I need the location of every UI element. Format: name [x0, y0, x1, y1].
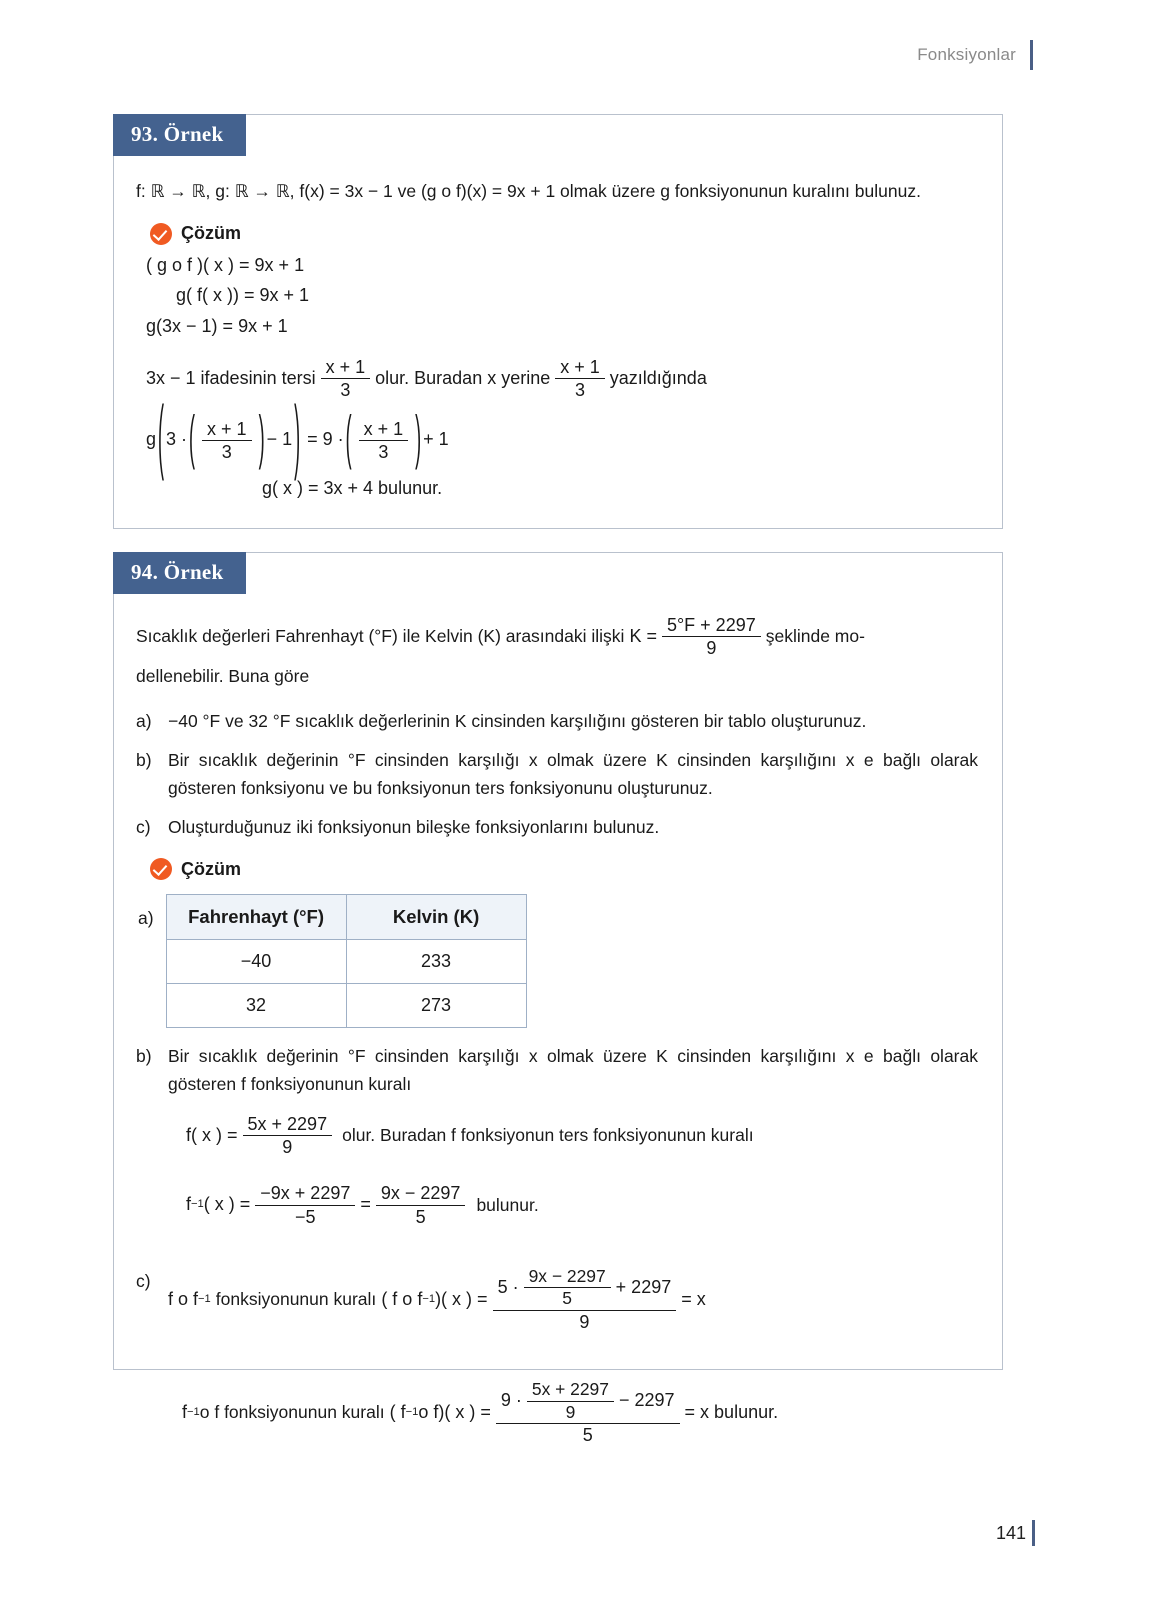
c1-outer-numerator — [493, 1267, 677, 1310]
example-93-body — [114, 115, 1002, 510]
equation-line-4 — [146, 357, 978, 400]
finv-frac2-denominator: 5 — [376, 1205, 466, 1227]
c1-expr-close: )( x ) = — [435, 1288, 488, 1309]
eq5-open-paren-right: ( — [345, 404, 352, 471]
fx-numerator: 5x + 2297 — [247, 1114, 328, 1135]
answer-c-line-1 — [168, 1267, 978, 1332]
eq3-rhs: 9x + 1 — [238, 315, 288, 336]
c1-expr-exponent: −1 — [422, 1292, 436, 1305]
table-row — [166, 983, 526, 1027]
finv-frac2-numerator: 9x − 2297 — [380, 1183, 461, 1204]
eq5-equals: = 9 · — [307, 429, 344, 450]
answer-c-body — [168, 1267, 978, 1446]
c2-text: o f fonksiyonunun kuralı — [199, 1402, 385, 1423]
eq5-open-paren-inner: ( — [189, 404, 196, 471]
equation-line-6-result: g( x ) = 3x + 4 bulunur. — [262, 477, 443, 498]
answer-b-finv-line — [186, 1183, 978, 1226]
fx-tail-text: olur. Buradan f fonksiyonun ters fonksiyonunun kuralı — [342, 1125, 754, 1146]
fx-denominator: 9 — [243, 1135, 333, 1157]
finv-frac1-denominator: −5 — [255, 1205, 355, 1227]
answer-b-wrapper — [136, 1042, 978, 1227]
answer-a-wrapper — [138, 894, 978, 1028]
question-a-label: a) — [136, 710, 152, 731]
example-93-math — [142, 255, 978, 500]
c2-prefix-f: f — [182, 1401, 188, 1422]
intro-text-2: şeklinde mo- — [765, 626, 865, 647]
answer-c-label: c) — [136, 1270, 151, 1291]
c2-result: = x bulunur. — [684, 1401, 779, 1422]
equation-line-3 — [146, 316, 978, 338]
finv-tail-text: bulunur. — [476, 1194, 539, 1215]
example-94-intro-line-2: dellenebilir. Buna göre — [136, 666, 310, 687]
eq2-rhs: 9x + 1 — [259, 285, 310, 306]
example-94-intro-line-1 — [136, 615, 978, 658]
c1-coef: 5 · — [497, 1276, 519, 1297]
finv-fraction-1 — [255, 1183, 355, 1226]
eq5-frac2-denominator: 3 — [359, 440, 409, 462]
table-col-kelvin: Kelvin (K) — [346, 894, 526, 939]
c1-inner-denominator: 5 — [524, 1287, 611, 1309]
finv-frac1-numerator: −9x + 2297 — [260, 1183, 351, 1204]
eq4-fraction-2 — [555, 357, 605, 400]
eq4-frac2-denominator: 3 — [555, 378, 605, 400]
eq5-frac2-numerator: x + 1 — [363, 418, 404, 439]
question-a-text: −40 °F ve 32 °F sıcaklık değerlerinin K cinsinden karşılığını gösteren bir tablo oluşturunuz. — [168, 710, 867, 731]
answer-b-body — [168, 1042, 978, 1227]
c2-expr-open: ( f — [389, 1401, 406, 1422]
footer-blue-rule — [1032, 1520, 1035, 1546]
equation-line-1 — [146, 255, 978, 277]
answer-b-fx-line — [186, 1114, 978, 1157]
eq1-lhs: ( g o f )( x ) = — [146, 254, 250, 275]
c1-prefix-f: f o f — [168, 1288, 199, 1309]
eq5-three: 3 · — [166, 429, 188, 450]
eq5-open-paren-outer: ( — [158, 390, 165, 483]
question-b-text: Bir sıcaklık değerinin °F cinsinden karşılığı x olmak üzere K cinsinden karşılığını x e bağlı olarak gösteren fonksiyonu ve bu fonksiyonun ters fonksiyonunu oluşturunuz. — [168, 749, 978, 798]
header-chapter-title: Fonksiyonlar — [917, 45, 1016, 64]
eq2-lhs: g( f( x )) = — [176, 285, 255, 306]
c1-expr-open: ( f o f — [381, 1288, 423, 1309]
answer-c-line-2 — [182, 1380, 978, 1445]
finv-exponent: −1 — [191, 1198, 204, 1211]
eq1-rhs: 9x + 1 — [254, 254, 305, 275]
finv-equals: = — [360, 1194, 371, 1215]
eq5-minus-one: − 1 — [266, 429, 293, 450]
example-94-question-list — [136, 707, 978, 841]
equation-line-5 — [146, 390, 978, 483]
eq5-g: g — [146, 429, 157, 450]
question-item-c — [136, 813, 978, 841]
fx-fraction — [243, 1114, 333, 1157]
c1-result: = x — [681, 1288, 706, 1309]
c2-outer-numerator — [496, 1380, 680, 1423]
c2-outer-fraction — [496, 1380, 680, 1445]
c1-outer-denominator: 9 — [493, 1310, 677, 1332]
c1-outer-fraction — [493, 1267, 677, 1332]
c2-outer-denominator: 5 — [496, 1423, 680, 1445]
intro-frac-denominator: 9 — [662, 636, 761, 658]
table-row — [166, 939, 526, 983]
eq5-close-paren-inner: ) — [258, 404, 265, 471]
eq4-frac2-numerator: x + 1 — [560, 357, 600, 378]
eq4-text-3: yazıldığında — [609, 368, 707, 389]
eq5-frac1-denominator: 3 — [202, 440, 252, 462]
c2-inner-numerator: 5x + 2297 — [531, 1378, 609, 1399]
equation-line-2 — [176, 285, 978, 307]
eq4-fraction-1 — [321, 357, 371, 400]
eq3-lhs: g(3x − 1) = — [146, 315, 234, 336]
c1-outer-numerator-inner — [498, 1267, 672, 1309]
eq5-close-paren-outer: ) — [294, 390, 301, 483]
eq5-fraction-1 — [202, 419, 252, 462]
example-93-solution-header — [150, 219, 978, 248]
eq5-fraction-2 — [359, 419, 409, 462]
answer-b-text: Bir sıcaklık değerinin °F cinsinden karşılığı x olmak üzere K cinsinden karşılığını x e bağlı olarak gösteren f fonksiyonunun kuralı — [168, 1046, 978, 1095]
c2-expr-close: o f)( x ) = — [418, 1401, 491, 1422]
answer-b-label: b) — [136, 1046, 152, 1067]
fahrenheit-kelvin-table — [166, 894, 527, 1028]
c1-prefix-exponent: −1 — [198, 1292, 211, 1305]
page-footer — [996, 1520, 1035, 1546]
table-cell-k-1: 233 — [346, 939, 526, 983]
c1-inner-fraction — [524, 1267, 611, 1309]
table-col-fahrenheit: Fahrenhayt (°F) — [166, 894, 346, 939]
c1-text: fonksiyonunun kuralı — [215, 1288, 377, 1309]
c2-subtrahend: − 2297 — [618, 1390, 675, 1411]
question-item-a — [136, 707, 978, 735]
table-cell-k-2: 273 — [346, 983, 526, 1027]
example-93-question: f: ℝ → ℝ, g: ℝ → ℝ, f(x) = 3x − 1 ve (g o f)(x) = 9x + 1 olmak üzere g fonksiyonunun kuralını bulunuz. — [136, 181, 921, 201]
finv-fraction-2 — [376, 1183, 466, 1226]
c1-inner-numerator: 9x − 2297 — [528, 1265, 606, 1286]
check-circle-icon — [150, 223, 172, 245]
intro-text-1: Sıcaklık değerleri Fahrenhayt (°F) ile Kelvin (K) arasındaki ilişki — [136, 626, 625, 647]
c2-prefix-exponent: −1 — [187, 1405, 200, 1418]
example-93-badge: 93. Örnek — [113, 114, 246, 156]
solution-label: Çözüm — [181, 223, 241, 244]
c2-inner-denominator: 9 — [527, 1401, 614, 1423]
c2-expr-exponent: −1 — [405, 1405, 419, 1418]
example-93-box — [113, 114, 1003, 529]
finv-arg: ( x ) = — [203, 1194, 251, 1215]
eq5-close-paren-right: ) — [415, 404, 422, 471]
eq4-frac1-denominator: 3 — [321, 378, 371, 400]
example-94-box — [113, 552, 1003, 1446]
eq5-frac1-numerator: x + 1 — [207, 418, 247, 439]
fx-lhs: f( x ) = — [186, 1124, 238, 1145]
eq4-frac1-numerator: x + 1 — [325, 357, 366, 378]
eq4-text-2: olur. Buradan x yerine — [375, 368, 551, 389]
example-94-body — [114, 553, 1002, 1455]
page-running-header — [917, 40, 1033, 70]
eq5-plus-one: + 1 — [423, 429, 449, 450]
table-cell-f-1: −40 — [166, 939, 346, 983]
header-blue-rule — [1030, 40, 1033, 70]
eq4-text-1: 3x − 1 ifadesinin tersi — [146, 368, 316, 389]
solution-label: Çözüm — [181, 858, 241, 879]
page-number: 141 — [995, 1522, 1026, 1543]
example-94-badge: 94. Örnek — [113, 552, 246, 594]
question-b-label: b) — [136, 749, 152, 770]
intro-frac-numerator: 5°F + 2297 — [666, 615, 756, 635]
c2-outer-numerator-inner — [501, 1380, 675, 1422]
intro-fraction — [662, 615, 761, 658]
finv-f: f — [186, 1194, 192, 1215]
answer-c-wrapper — [136, 1267, 978, 1446]
table-cell-f-2: 32 — [166, 983, 346, 1027]
intro-k-label: K = — [629, 625, 657, 646]
answer-a-label: a) — [138, 907, 154, 928]
check-circle-icon — [150, 858, 172, 880]
c1-addend: + 2297 — [615, 1276, 672, 1297]
c2-inner-fraction — [527, 1380, 614, 1422]
table-header-row — [166, 894, 526, 939]
c2-coef: 9 · — [500, 1390, 522, 1411]
question-item-b — [136, 746, 978, 802]
example-94-solution-header — [150, 855, 978, 884]
question-c-label: c) — [136, 816, 151, 837]
question-c-text: Oluşturduğunuz iki fonksiyonun bileşke fonksiyonlarını bulunuz. — [168, 816, 660, 837]
